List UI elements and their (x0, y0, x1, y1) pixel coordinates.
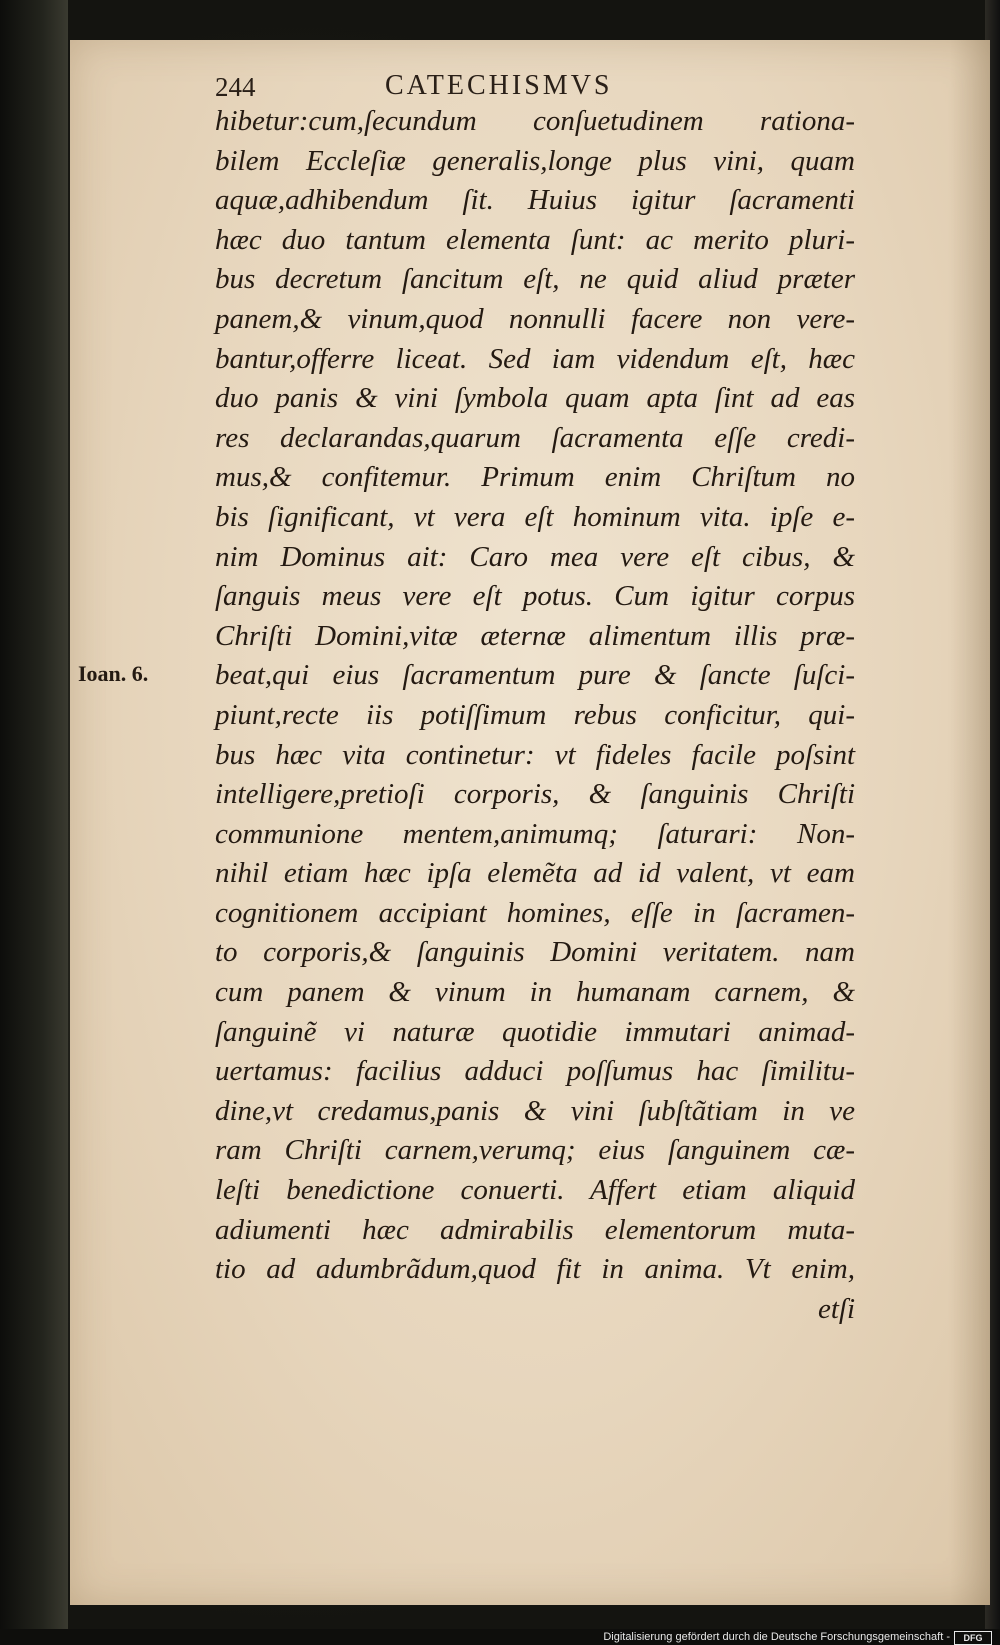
text-line: cognitionem accipiant homines, eſſe in ſacramen- (215, 896, 855, 929)
text-line: ſanguinẽ vi naturæ quotidie immutari animad- (215, 1015, 855, 1048)
page-shadow (950, 40, 990, 1605)
text-line: res declarandas,quarum ſacramenta eſſe credi- (215, 421, 855, 454)
text-line: dine,vt credamus,panis & vini ſubſtãtiam in ve (215, 1094, 855, 1127)
text-line: tio ad adumbrãdum,quod fit in anima. Vt enim, (215, 1253, 855, 1286)
text-line: piunt,recte iis potiſſimum rebus conficitur, qui- (215, 698, 855, 731)
text-line: panem,& vinum,quod nonnulli facere non vere- (215, 302, 855, 335)
text-line: bus hæc vita continetur: vt fideles facile poſsint (215, 738, 855, 771)
text-line: cum panem & vinum in humanam carnem, & (215, 976, 855, 1009)
text-line: ram Chriſti carnem,verumq; eius ſanguinem cæ- (215, 1134, 855, 1167)
text-line: hæc duo tantum elementa ſunt: ac merito pluri- (215, 223, 855, 256)
text-line: adiumenti hæc admirabilis elementorum muta- (215, 1213, 855, 1246)
text-line: nihil etiam hæc ipſa elemẽta ad id valent, vt eam (215, 857, 855, 890)
text-line: Chriſti Domini,vitæ æternæ alimentum illis præ- (215, 619, 855, 652)
marginal-note: Ioan. 6. (78, 661, 149, 686)
text-line: ſanguis meus vere eſt potus. Cum igitur corpus (215, 580, 855, 613)
text-line: bilem Eccleſiæ generalis,longe plus vini, quam (215, 144, 855, 177)
text-line: bus decretum ſancitum eſt, ne quid aliud præter (215, 263, 855, 296)
page-number: 244 (215, 72, 256, 102)
text-line: uertamus: facilius adduci poſſumus hac ſimilitu- (215, 1055, 855, 1088)
catchword: etſi (817, 1292, 855, 1325)
text-line: duo panis & vini ſymbola quam apta ſint ad eas (215, 382, 855, 415)
text-line: communione mentem,animumq; ſaturari: Non- (215, 817, 855, 850)
footer-banner (0, 1629, 1000, 1645)
text-line: leſti benedictione conuerti. Affert etiam aliquid (215, 1174, 855, 1207)
text-line: nim Dominus ait: Caro mea vere eſt cibus, & (215, 540, 855, 573)
text-line: mus,& confitemur. Primum enim Chriſtum no (215, 461, 855, 494)
text-line: bis ſignificant, vt vera eſt hominum vita. ipſe e- (215, 500, 855, 533)
text-line: beat,qui eius ſacramentum pure & ſancte ſuſci- (215, 659, 855, 692)
footer-credit: Digitalisierung gefördert durch die Deutsche Forschungsgemeinschaft - (603, 1631, 950, 1643)
text-line: hibetur:cum,ſecundum conſuetudinem rationa- (215, 105, 855, 137)
body-text (215, 102, 855, 1329)
text-line: bantur,offerre liceat. Sed iam videndum eſt, hæc (215, 342, 855, 375)
running-title: CATECHISMVS (385, 70, 613, 101)
text-line: to corporis,& ſanguinis Domini veritatem. nam (215, 936, 855, 969)
text-line: aquæ,adhibendum ſit. Huius igitur ſacramenti (215, 184, 855, 217)
text-line: intelligere,pretioſi corporis, & ſanguinis Chriſti (215, 778, 855, 811)
dfg-logo: DFG (954, 1631, 992, 1645)
book-binding-edge (0, 0, 68, 1645)
